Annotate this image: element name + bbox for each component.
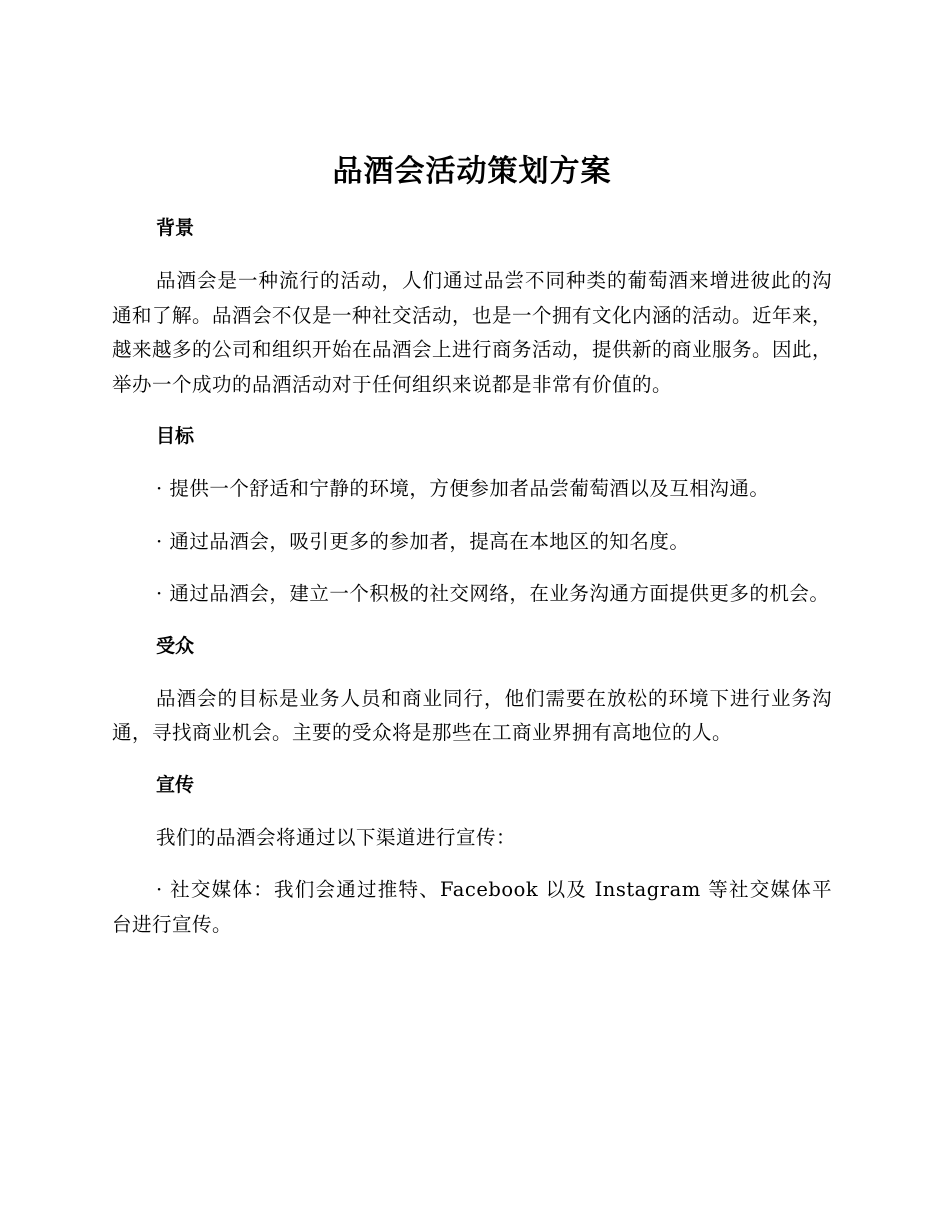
background-paragraph: 品酒会是一种流行的活动，人们通过品尝不同种类的葡萄酒来增进彼此的沟通和了解。品酒会不仅是一种社交活动，也是一个拥有文化内涵的活动。近年来，越来越多的公司和组织开始在品酒会上进行商务活动，提供新的商业服务。因此，举办一个成功的品酒活动对于任何组织来说都是非常有价值的。 (112, 269, 833, 396)
section-heading-background: 背景 (156, 217, 195, 239)
goal-item: · 提供一个舒适和宁静的环境，方便参加者品尝葡萄酒以及互相沟通。 (156, 477, 770, 500)
document-page (112, 152, 832, 942)
document-title: 品酒会活动策划方案 (332, 154, 612, 189)
section-heading-promotion: 宣传 (156, 773, 195, 796)
section-heading-goals: 目标 (156, 425, 195, 447)
audience-paragraph: 品酒会的目标是业务人员和商业同行，他们需要在放松的环境下进行业务沟通，寻找商业机会。主要的受众将是那些在工商业界拥有高地位的人。 (112, 686, 832, 744)
promotion-item: · 社交媒体：我们会通过推特、Facebook 以及 Instagram 等社交媒体平台进行宣传。 (112, 878, 832, 936)
goal-item: · 通过品酒会，吸引更多的参加者，提高在本地区的知名度。 (156, 529, 690, 553)
section-heading-audience: 受众 (156, 634, 195, 657)
goal-item: · 通过品酒会，建立一个积极的社交网络，在业务沟通方面提供更多的机会。 (156, 582, 830, 605)
promotion-intro: 我们的品酒会将通过以下渠道进行宣传： (156, 825, 517, 849)
